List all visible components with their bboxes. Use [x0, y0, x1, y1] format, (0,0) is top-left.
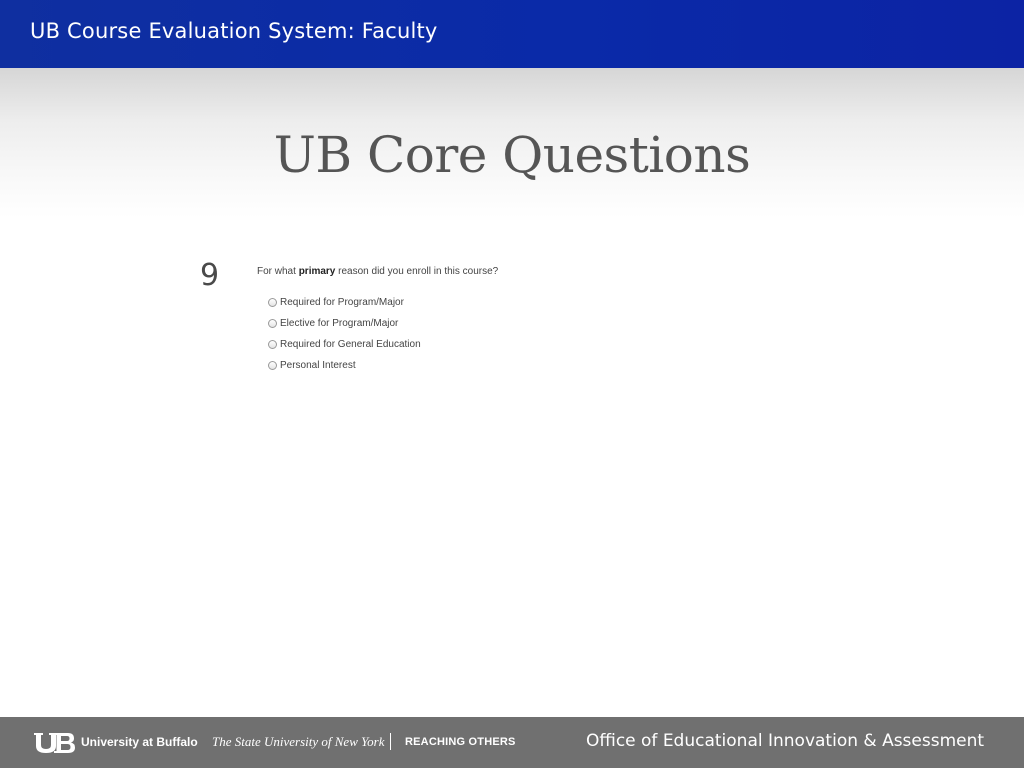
option-label: Required for Program/Major	[280, 297, 404, 308]
radio-button[interactable]	[268, 298, 277, 307]
answer-options	[268, 292, 421, 376]
option-elective-program[interactable]	[268, 313, 421, 334]
header-title: UB Course Evaluation System: Faculty	[30, 19, 438, 43]
option-personal-interest[interactable]	[268, 355, 421, 376]
university-subtitle: The State University of New York	[212, 734, 385, 749]
option-label: Elective for Program/Major	[280, 318, 399, 329]
option-label: Required for General Education	[280, 339, 421, 350]
option-label: Personal Interest	[280, 360, 356, 371]
option-required-program[interactable]	[268, 292, 421, 313]
ub-logo-icon	[32, 730, 76, 756]
question-text-after: reason did you enroll in this course?	[335, 266, 499, 277]
footer-divider	[390, 733, 391, 750]
page-title: UB Core Questions	[273, 126, 751, 184]
question-text	[257, 266, 498, 277]
radio-button[interactable]	[268, 340, 277, 349]
header-bar	[0, 0, 1024, 68]
question-text-before: For what	[257, 266, 299, 277]
question-text-emphasis: primary	[298, 266, 336, 277]
footer-tagline: REACHING OTHERS	[405, 736, 516, 748]
university-name: University at Buffalo	[81, 735, 198, 749]
radio-button[interactable]	[268, 361, 277, 370]
option-required-gen-ed[interactable]	[268, 334, 421, 355]
question-number: 9	[200, 258, 220, 293]
office-name: Office of Educational Innovation & Assessment	[586, 731, 985, 751]
radio-button[interactable]	[268, 319, 277, 328]
